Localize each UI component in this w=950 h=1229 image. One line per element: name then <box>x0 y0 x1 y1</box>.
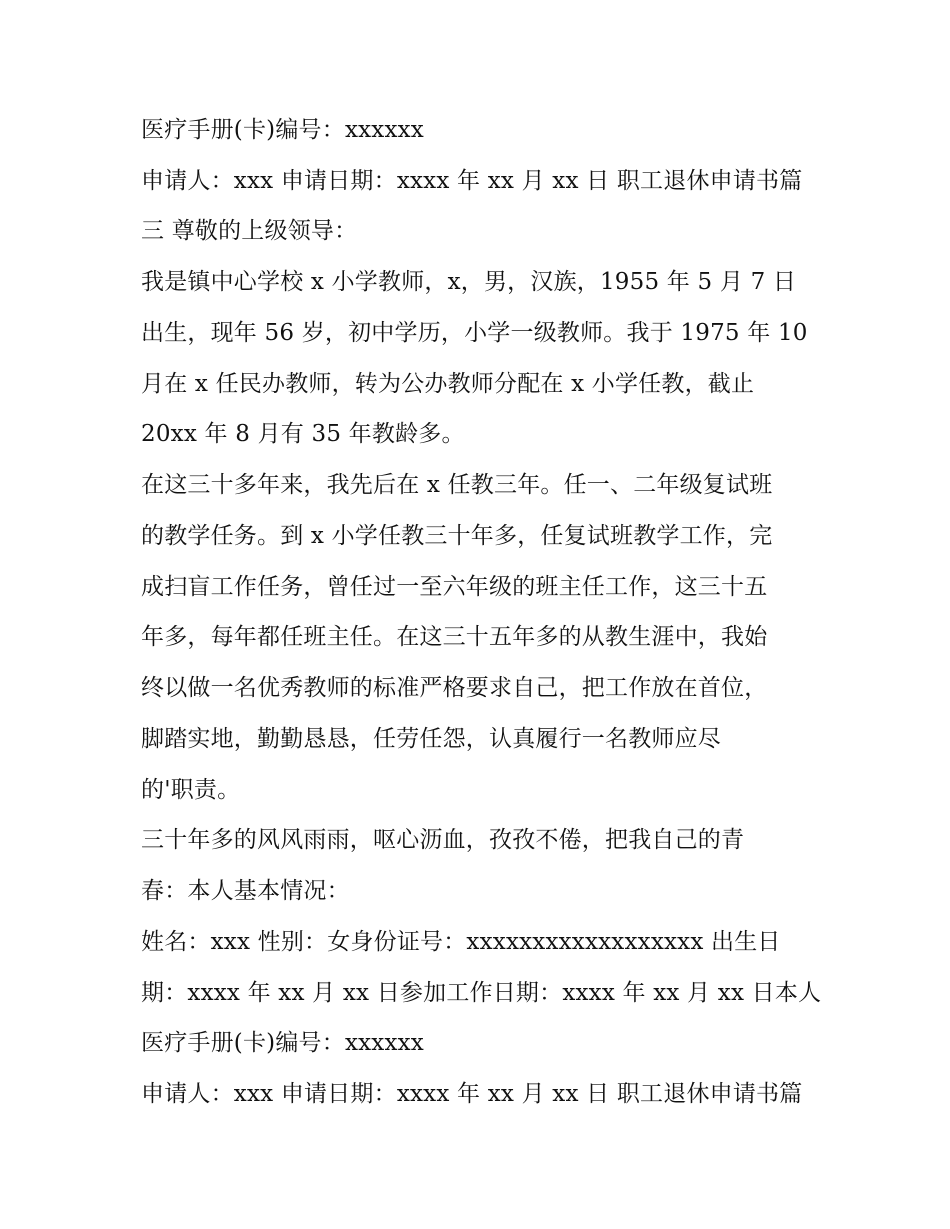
text-line: 姓名：xxx 性别：女身份证号：xxxxxxxxxxxxxxxxxx 出生日 <box>141 929 781 955</box>
text-line: 三 尊敬的上级领导： <box>141 218 358 244</box>
text-line: 的教学任务。到 x 小学任教三十年多，任复试班教学工作，完 <box>141 523 773 549</box>
text-line: 三十年多的风风雨雨，呕心沥血，孜孜不倦，把我自己的青 <box>141 827 745 853</box>
text-line: 年多，每年都任班主任。在这三十五年多的从教生涯中，我始 <box>141 624 768 650</box>
text-line: 期：xxxx 年 xx 月 xx 日参加工作日期：xxxx 年 xx 月 xx 日本人 <box>141 980 822 1006</box>
text-line: 脚踏实地，勤勤恳恳，任劳任怨，认真履行一名教师应尽 <box>141 726 721 752</box>
text-line: 20xx 年 8 月有 35 年教龄多。 <box>141 421 465 447</box>
text-line: 我是镇中心学校 x 小学教师，x，男，汉族，1955 年 5 月 7 日 <box>141 269 797 295</box>
text-line: 申请人：xxx 申请日期：xxxx 年 xx 月 xx 日 职工退休申请书篇 <box>141 1081 803 1107</box>
text-line: 出生，现年 56 岁，初中学历，小学一级教师。我于 1975 年 10 <box>141 320 808 346</box>
text-line: 医疗手册(卡)编号：xxxxxx <box>141 1030 424 1056</box>
text-line: 的'职责。 <box>141 777 241 803</box>
text-line: 终以做一名优秀教师的标准严格要求自己，把工作放在首位， <box>141 675 768 701</box>
text-line: 在这三十多年来，我先后在 x 任教三年。任一、二年级复试班 <box>141 472 773 498</box>
text-line: 春：本人基本情况： <box>141 878 350 904</box>
text-line: 成扫盲工作任务，曾任过一至六年级的班主任工作，这三十五 <box>141 574 768 600</box>
text-line: 医疗手册(卡)编号：xxxxxx <box>141 117 424 143</box>
text-line: 申请人：xxx 申请日期：xxxx 年 xx 月 xx 日 职工退休申请书篇 <box>141 168 803 194</box>
text-line: 月在 x 任民办教师，转为公办教师分配在 x 小学任教，截止 <box>141 371 755 397</box>
